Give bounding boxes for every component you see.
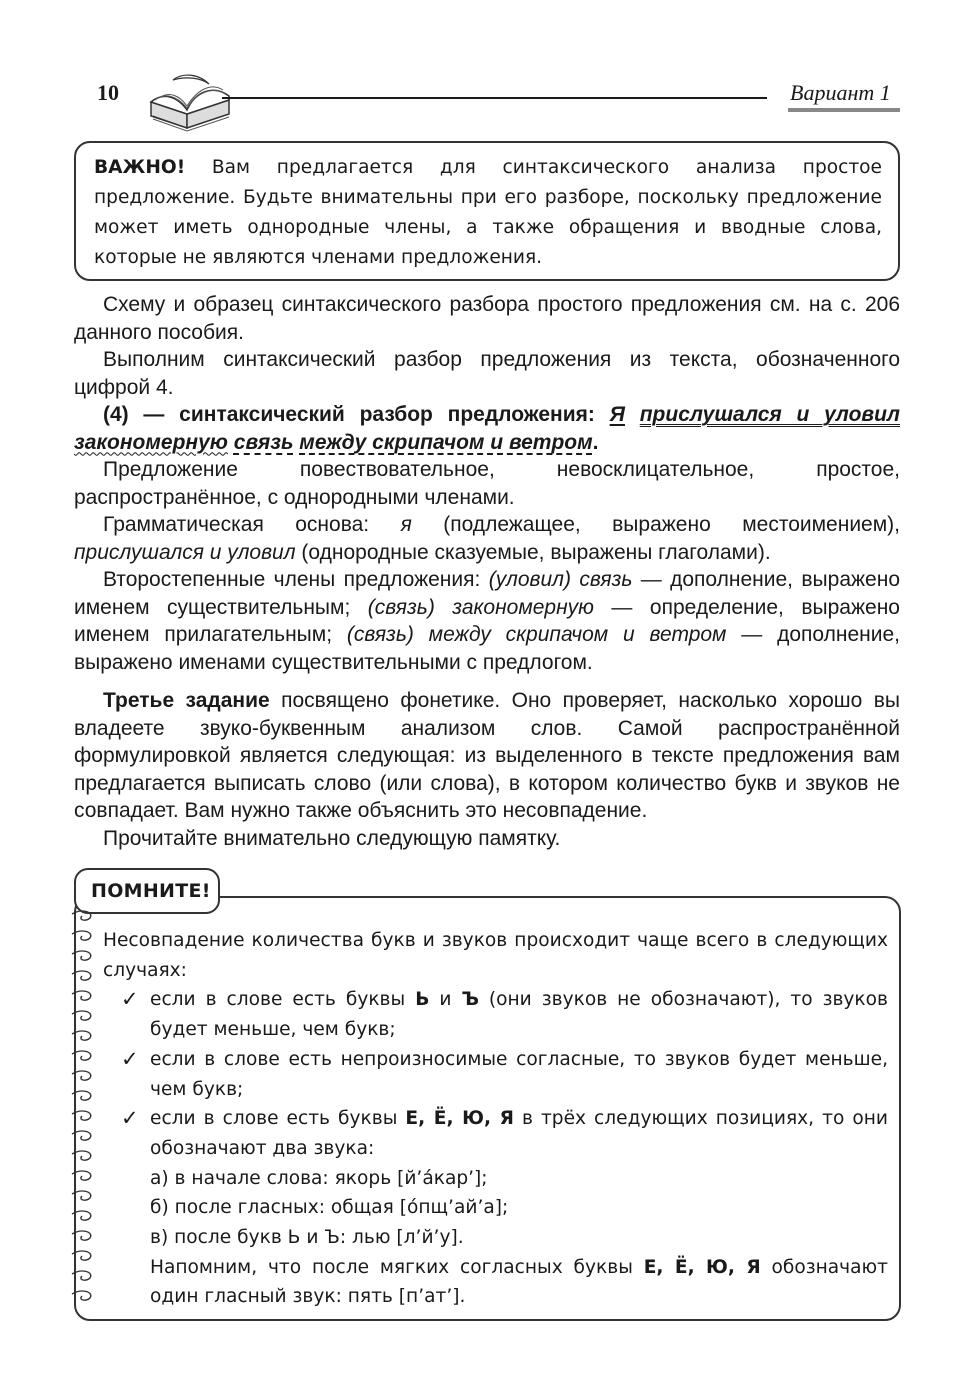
checkmark-icon: ✓ bbox=[121, 1046, 139, 1071]
predicate-words: прислушался и уловил bbox=[639, 403, 900, 426]
secondary-text-2: — дополнение, выражено именем существительным; bbox=[74, 568, 900, 619]
checkmark-icon: ✓ bbox=[121, 987, 139, 1012]
paragraph-sentence bbox=[74, 401, 900, 456]
secondary-text-1: Второстепенные члены предложения: bbox=[103, 568, 489, 591]
variant-label: Вариант 1 bbox=[790, 80, 891, 105]
page-number: 10 bbox=[97, 80, 119, 105]
basis-italic-1: я bbox=[400, 513, 412, 536]
paragraph-secondary bbox=[74, 566, 900, 676]
secondary-italic-1: (уловил) связь bbox=[488, 568, 633, 591]
secondary-text-3: — определение, выражено именем прилагательным; bbox=[74, 595, 900, 646]
subject-word: Я bbox=[609, 403, 625, 426]
syntax-analysis-section bbox=[74, 291, 900, 676]
basis-text-2: (подлежащее, выражено местоимением), bbox=[411, 513, 900, 536]
sentence-end: . bbox=[592, 430, 599, 454]
remember-intro: Несовпадение количества букв и звуков происходит чаще всего в следующих случаях: bbox=[103, 930, 888, 981]
remember-content bbox=[103, 926, 888, 1312]
basis-italic-2: прислушался и уловил bbox=[74, 540, 296, 564]
paragraph-basis bbox=[74, 511, 900, 566]
item3-bold: Е, Ё, Ю, Я bbox=[405, 1108, 514, 1130]
important-label: ВАЖНО! bbox=[94, 157, 186, 178]
header-rule bbox=[222, 97, 767, 99]
item3-text-1: если в слове есть буквы bbox=[150, 1108, 406, 1130]
basis-text-3: (однородные сказуемые, выражены глаголами). bbox=[295, 540, 771, 564]
item1-text-2: и bbox=[429, 989, 462, 1011]
remember-note bbox=[103, 1253, 888, 1312]
attribute-word: закономерную bbox=[74, 430, 228, 454]
item2-text: если в слове есть непроизносимые согласные, то звуков будет меньше, чем букв; bbox=[150, 1048, 888, 1100]
paragraph-type: Предложение повествовательное, невосклицательное, простое, распространённое, с однородными членами. bbox=[74, 458, 900, 509]
important-box bbox=[74, 141, 900, 281]
paragraph-third-task bbox=[74, 687, 900, 825]
sub-item-b: б) после гласных: общая [о́пщ’ай’а]; bbox=[150, 1197, 509, 1219]
item3-text-2: в трёх следующих позициях, то они обозначают два звука: bbox=[150, 1108, 888, 1159]
variant-underline bbox=[788, 108, 900, 112]
sub-item-c: в) после букв Ь и Ъ: лью [л’й’у]. bbox=[150, 1227, 464, 1249]
check-item-silent-consonants bbox=[103, 1045, 888, 1104]
paragraph-perform: Выполним синтаксический разбор предложения из текста, обозначенного цифрой 4. bbox=[74, 348, 900, 399]
object-phrase: между скрипачом и ветром bbox=[299, 430, 593, 454]
item1-bold-2: Ъ bbox=[461, 989, 479, 1011]
page-header bbox=[0, 70, 975, 140]
item1-bold-1: Ь bbox=[415, 989, 430, 1011]
paragraph-read-memo: Прочитайте внимательно следующую памятку. bbox=[103, 826, 561, 850]
object-word: связь bbox=[233, 430, 294, 454]
check-item-iotated-vowels bbox=[103, 1104, 888, 1163]
sentence-lead: (4) — синтаксический разбор предложения: bbox=[103, 403, 610, 426]
secondary-text-4: — дополнение, выражено именами существительными с предлогом. bbox=[74, 623, 900, 674]
basis-text-1: Грамматическая основа: bbox=[103, 513, 401, 536]
note-text-2: обозначают один гласный звук: пять [п’ат’]. bbox=[150, 1256, 888, 1308]
note-text-1: Напомним, что после мягких согласных буквы bbox=[150, 1256, 644, 1278]
secondary-italic-3: (связь) между скрипачом и ветром bbox=[346, 623, 727, 646]
phonetics-section bbox=[74, 687, 900, 852]
remember-title: ПОМНИТЕ! bbox=[74, 868, 220, 914]
check-item-soft-hard-sign bbox=[103, 985, 888, 1044]
third-task-text: посвящено фонетике. Оно проверяет, насколько хорошо вы владеете звуко-буквенным анализом слов. Самой распространённой формулировкой является следующая: из выделенного в тексте предложения вам предлагается выписать слово (или слова), в котором количество букв и звуков не совпадает. Вам нужно также объяснить это несовпадение. bbox=[74, 689, 900, 822]
third-task-bold: Третье задание bbox=[103, 689, 270, 712]
item1-text-1: если в слове есть буквы bbox=[150, 989, 416, 1011]
spiral-binding-icon bbox=[68, 908, 96, 1316]
open-book-icon bbox=[143, 70, 233, 132]
item1-text-3: (они звуков не обозначают), то звуков будет меньше, чем букв; bbox=[150, 989, 888, 1041]
paragraph-scheme: Схему и образец синтаксического разбора простого предложения см. на с. 206 данного пособия. bbox=[74, 293, 900, 344]
sub-item-a: а) в начале слова: якорь [й’а́кар’]; bbox=[150, 1167, 488, 1189]
important-text: Вам предлагается для синтаксического анализа простое предложение. Будьте внимательны при его разборе, поскольку предложение может иметь однородные члены, а также обращения и вводные слова, которые не являются членами предложения. bbox=[94, 157, 882, 268]
note-bold: Е, Ё, Ю, Я bbox=[643, 1256, 761, 1278]
secondary-italic-2: (связь) закономерную bbox=[367, 595, 594, 619]
checkmark-icon: ✓ bbox=[121, 1106, 139, 1131]
